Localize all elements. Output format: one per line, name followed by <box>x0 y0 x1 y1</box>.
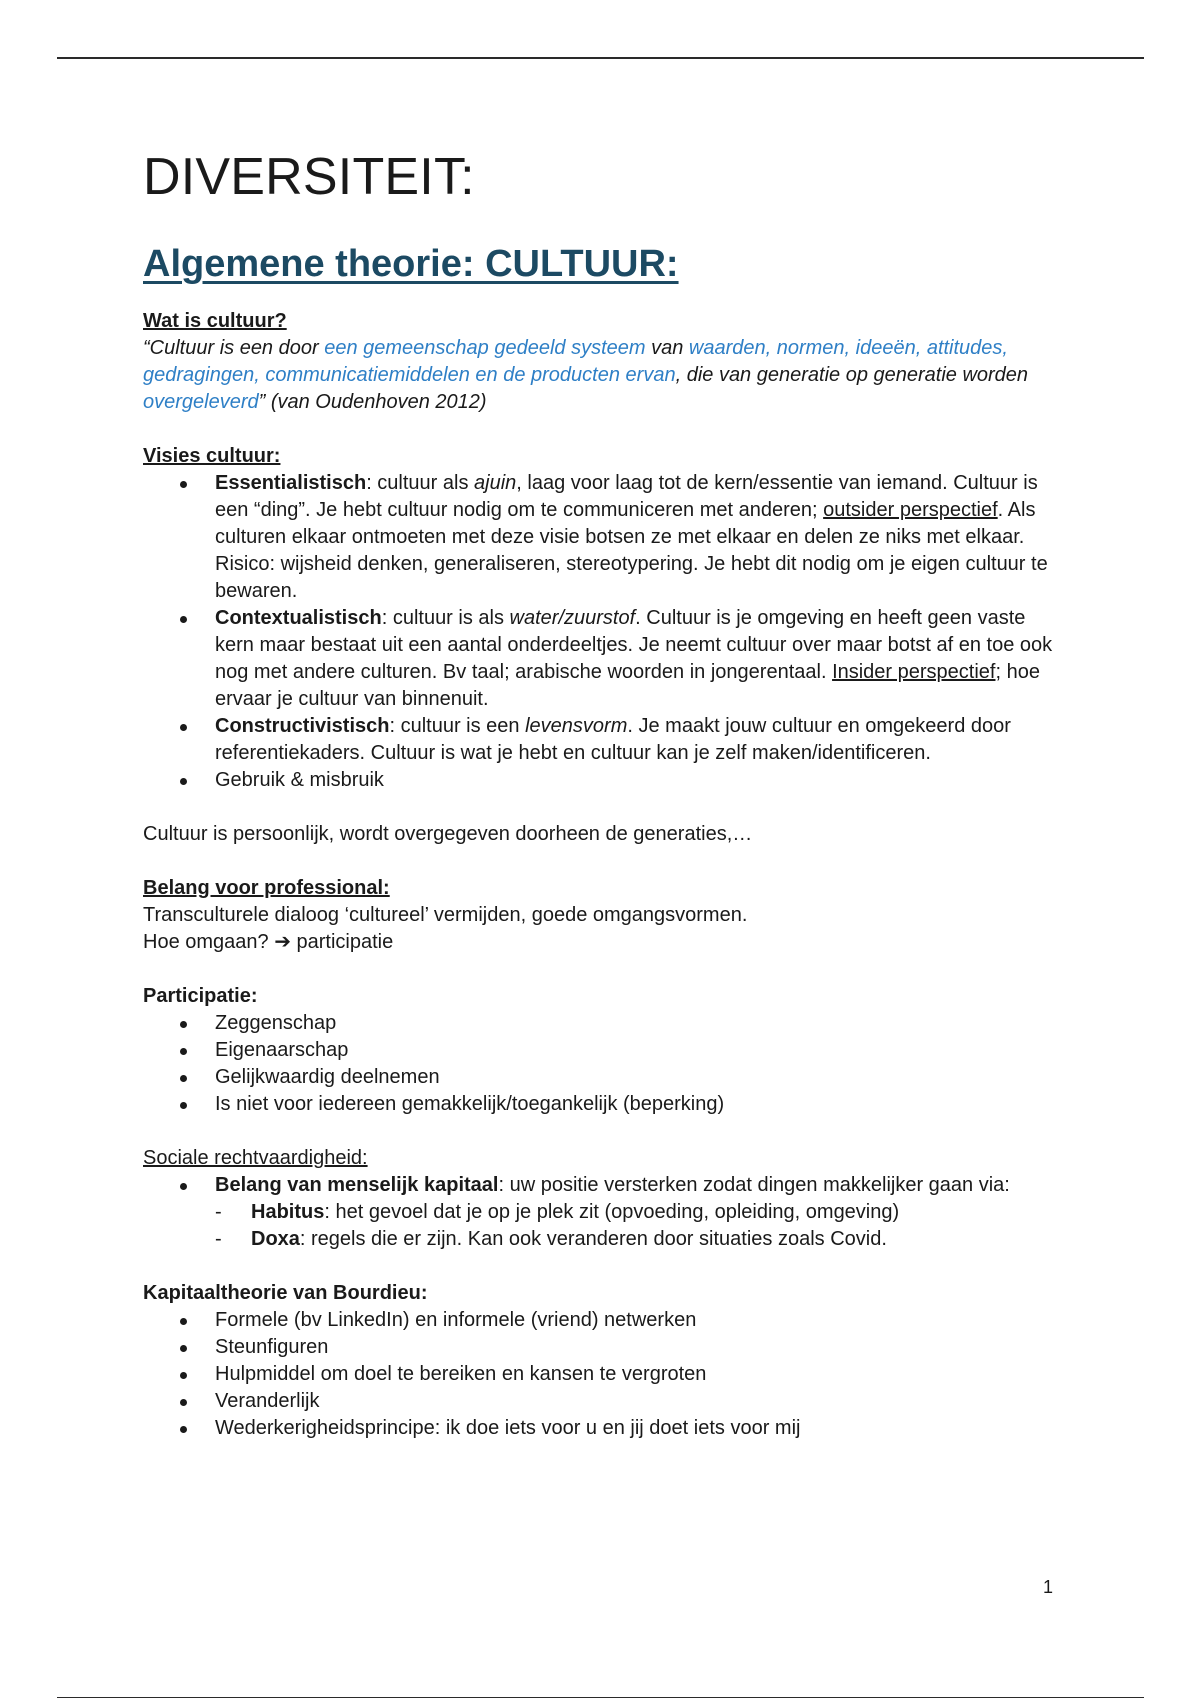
list-item: Constructivistisch: cultuur is een levensvorm. Je maakt jouw cultuur en omgekeerd door referentiekaders. Cultuur is wat je hebt en cultuur kan je zelf maken/identificeren. <box>143 713 1063 767</box>
list-item: Wederkerigheidsprincipe: ik doe iets voor u en jij doet iets voor mij <box>143 1415 1063 1442</box>
arrow-right-icon: ➔ <box>274 931 291 953</box>
belang-line-1: Transculturele dialoog ‘cultureel’ vermijden, goede omgangsvormen. <box>143 904 748 926</box>
list-item: Hulpmiddel om doel te bereiken en kansen te vergroten <box>143 1361 1063 1388</box>
list-item: Veranderlijk <box>143 1388 1063 1415</box>
sociale-list <box>143 1172 1063 1253</box>
page-number: 1 <box>1043 1577 1054 1597</box>
list-item: - Doxa: regels die er zijn. Kan ook veranderen door situaties zoals Covid. <box>215 1226 1063 1253</box>
list-item: Eigenaarschap <box>143 1037 1063 1064</box>
document-page <box>143 140 1063 1442</box>
document-title: DIVERSITEIT: <box>143 148 475 206</box>
kapitaal-list <box>143 1307 1063 1442</box>
participatie-list <box>143 1010 1063 1118</box>
list-item: Zeggenschap <box>143 1010 1063 1037</box>
visies-heading: Visies cultuur: <box>143 445 281 467</box>
section-title: Algemene theorie: CULTUUR: <box>143 243 679 285</box>
belang-line-2: Hoe omgaan? ➔ participatie <box>143 931 394 953</box>
list-item: Gelijkwaardig deelnemen <box>143 1064 1063 1091</box>
footer-rule <box>57 1697 1144 1698</box>
visies-list <box>143 470 1063 794</box>
list-item: Essentialistisch: cultuur als ajuin, laag voor laag tot de kern/essentie van iemand. Cultuur is een “ding”. Je hebt cultuur nodig om te communiceren met anderen; outsider perspectief. Als culturen elkaar ontmoeten met deze visie botsen ze met elkaar en delen ze niks met elkaar. Risico: wijsheid denken, generaliseren, stereotypering. Je hebt dit nodig om je eigen cultuur te bewaren. <box>143 470 1063 605</box>
sociale-heading: Sociale rechtvaardigheid: <box>143 1147 368 1169</box>
kapitaal-heading: Kapitaaltheorie van Bourdieu: <box>143 1282 428 1304</box>
list-item: Contextualistisch: cultuur is als water/zuurstof. Cultuur is je omgeving en heeft geen vaste kern maar bestaat uit een aantal onderdeeltjes. Je neemt cultuur over maar botst af en toe ook nog met andere culturen. Bv taal; arabische woorden in jongerentaal. Insider perspectief; hoe ervaar je cultuur van binnenuit. <box>143 605 1063 713</box>
list-item: Belang van menselijk kapitaal: uw positie versterken zodat dingen makkelijker gaan via: - Habitus: het gevoel dat je op je plek zit (opvoeding, opleiding, omgeving) - Doxa: regels die er zijn. Kan ook veranderen door situaties zoals Covid. <box>143 1172 1063 1253</box>
list-item: Formele (bv LinkedIn) en informele (vriend) netwerken <box>143 1307 1063 1334</box>
list-item: - Habitus: het gevoel dat je op je plek zit (opvoeding, opleiding, omgeving) <box>215 1199 1063 1226</box>
list-item: Is niet voor iedereen gemakkelijk/toegankelijk (beperking) <box>143 1091 1063 1118</box>
persoonlijk-text: Cultuur is persoonlijk, wordt overgegeven doorheen de generaties,… <box>143 823 753 845</box>
sublist <box>215 1199 1063 1253</box>
list-item: Steunfiguren <box>143 1334 1063 1361</box>
list-item: Gebruik & misbruik <box>143 767 1063 794</box>
wat-is-cultuur-heading: Wat is cultuur? <box>143 310 287 332</box>
belang-heading: Belang voor professional: <box>143 877 390 899</box>
header-rule <box>57 57 1144 59</box>
participatie-heading: Participatie: <box>143 985 258 1007</box>
cultuur-definition-quote: “Cultuur is een door een gemeenschap gedeeld systeem van waarden, normen, ideeën, attitudes, gedragingen, communicatiemiddelen en de producten ervan, die van generatie op generatie worden overgeleverd” (van Oudenhoven 2012) <box>143 337 1029 413</box>
